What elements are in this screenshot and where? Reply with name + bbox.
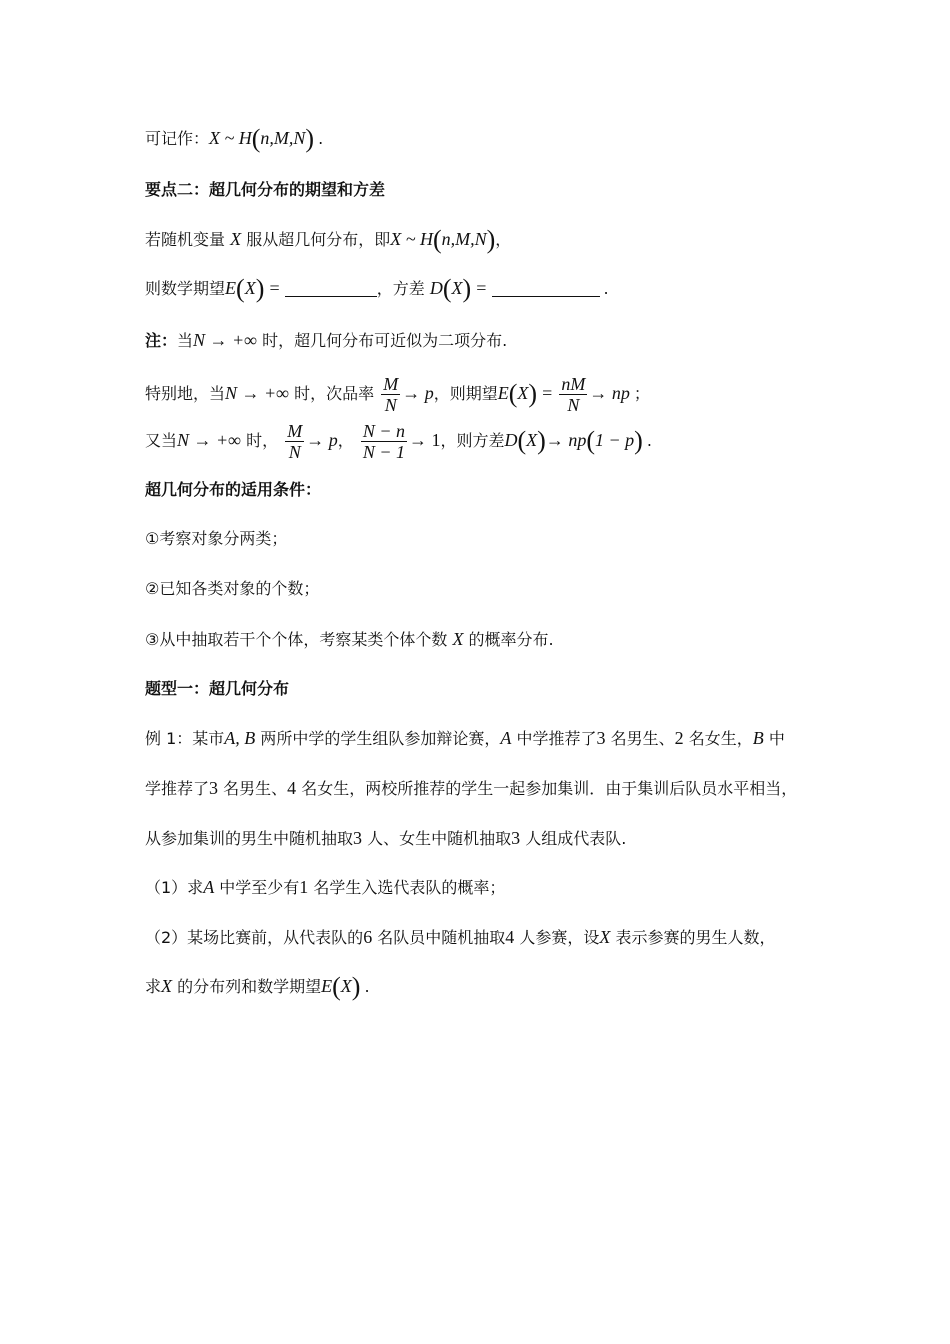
condition-item: ①考察对象分两类； [145, 529, 288, 548]
numerator: N − n [362, 421, 405, 441]
variance-blank[interactable] [492, 282, 600, 297]
math-expr: X [161, 976, 173, 996]
paren: ) [351, 972, 361, 1001]
example-line [145, 824, 626, 852]
math-expr: → np [545, 430, 587, 450]
math-expr: A [500, 728, 512, 748]
math-expr: N → +∞ [225, 383, 289, 403]
number: 1 [299, 877, 309, 897]
text: . [364, 977, 370, 996]
text: 名男生、 [610, 729, 675, 748]
expectation-blank[interactable] [285, 282, 377, 297]
text: 服从超几何分布，即 [246, 230, 391, 249]
text: 名女生，两校所推荐的学生一起参加集训．由于集训后队员水平相当， [301, 779, 798, 798]
denominator: N − 1 [362, 442, 405, 462]
text: ，则方差 [440, 431, 505, 450]
math-expr: → p [306, 430, 338, 450]
expectation-variance-line [145, 274, 609, 302]
text: . [318, 129, 324, 148]
math-expr: = [269, 278, 280, 298]
fraction [381, 374, 400, 415]
math-expr: X ~ H [390, 229, 433, 249]
text: 两所中学的学生组队参加辩论赛， [260, 729, 501, 748]
paren: ) [462, 274, 472, 303]
note-label: 注： [145, 331, 178, 350]
number: 2 [674, 728, 684, 748]
math-expr: X [452, 629, 464, 649]
text: （1）求 [145, 878, 204, 897]
text: 当 [177, 331, 194, 350]
example-line [145, 724, 785, 752]
text: （2）某场比赛前，从代表队的 [145, 928, 364, 947]
text: 中学推荐了 [516, 729, 597, 748]
math-expr: X [244, 278, 256, 298]
paren: ) [528, 379, 538, 408]
paren: ) [537, 426, 546, 455]
paren: ( [236, 274, 245, 303]
text: ，方差 [376, 279, 425, 298]
math-expr: A, B [224, 728, 256, 748]
question-1 [145, 873, 505, 901]
denominator: N [288, 442, 301, 462]
text: 时， [246, 431, 279, 450]
paren: ) [486, 225, 496, 254]
math-expr: X [517, 383, 529, 403]
text: ， [495, 230, 512, 249]
math-expr: X [340, 976, 352, 996]
text: ； [633, 384, 650, 403]
note-line [145, 326, 507, 354]
text: ，则期望 [433, 384, 498, 403]
number: 3 [209, 778, 219, 798]
text: . [603, 279, 609, 298]
numerator: M [287, 421, 303, 441]
variance-limit-line [145, 420, 652, 460]
text: 从参加集训的男生中随机抽取 [145, 829, 354, 848]
text: 学推荐了 [145, 779, 210, 798]
numerator: M [383, 374, 399, 394]
condition-item: ②已知各类对象的个数； [145, 579, 320, 598]
text: ③从中抽取若干个个体，考察某类个体个数 [145, 630, 448, 649]
number: 3 [353, 828, 363, 848]
math-expr: n,M,N [260, 128, 306, 148]
number: 4 [287, 778, 297, 798]
paren: ) [634, 426, 643, 455]
math-expr: N → +∞ [193, 330, 258, 350]
text: 的概率分布. [468, 630, 554, 649]
text: 名女生， [688, 729, 753, 748]
text: 表示参赛的男生人数， [615, 928, 776, 947]
numerator: nM [561, 374, 586, 394]
math-expr: X [599, 927, 611, 947]
text: 求 [145, 977, 162, 996]
math-expr: → 1 [408, 430, 441, 450]
math-expr: X ~ H [209, 128, 252, 148]
notation-line [145, 124, 323, 152]
text: . [646, 431, 652, 450]
paren: ( [508, 379, 518, 408]
example-line [145, 774, 797, 802]
paren: ( [442, 274, 452, 303]
paren: ( [251, 124, 261, 153]
text: 中 [768, 729, 785, 748]
text: 名队员中随机抽取 [377, 928, 506, 947]
text: ， [337, 431, 354, 450]
text: 时，超几何分布可近似为二项分布. [262, 331, 508, 350]
text: 则数学期望 [145, 279, 226, 298]
math-expr: 1 − p [595, 430, 635, 450]
condition-item [145, 625, 554, 653]
text: 名男生、 [223, 779, 288, 798]
fraction [361, 421, 407, 462]
math-expr: A [203, 877, 215, 897]
text: 中学至少有 [219, 878, 300, 897]
text: 人、女生中随机抽取 [367, 829, 512, 848]
paren: ( [432, 225, 442, 254]
paren: ( [332, 972, 341, 1001]
fraction [559, 374, 587, 415]
number: 4 [505, 927, 515, 947]
type-title: 题型一：超几何分布 [145, 679, 290, 698]
conditions-title: 超几何分布的适用条件： [145, 480, 322, 499]
text: 时，次品率 [294, 384, 375, 403]
math-expr: E [225, 278, 237, 298]
question-2-cont [145, 972, 370, 1000]
denominator: N [567, 395, 580, 415]
math-expr: N → +∞ [177, 430, 241, 450]
paren: ( [586, 426, 595, 455]
number: 6 [363, 927, 373, 947]
paren: ) [305, 124, 315, 153]
math-expr: → np [589, 383, 630, 403]
fraction [285, 421, 304, 462]
text: 特别地，当 [145, 384, 226, 403]
number: 3 [511, 828, 521, 848]
text: 若随机变量 [145, 230, 226, 249]
math-expr: X [230, 229, 242, 249]
math-expr: B [752, 728, 764, 748]
text: 名学生入选代表队的概率； [313, 878, 506, 897]
math-expr: → p [402, 383, 434, 403]
text: 人组成代表队. [525, 829, 627, 848]
question-2 [145, 923, 776, 951]
text: 例 1：某市 [145, 729, 225, 748]
text: 的分布列和数学期望 [177, 977, 322, 996]
math-expr: D [504, 430, 518, 450]
special-case-line [145, 374, 650, 415]
math-expr: E [321, 976, 333, 996]
denominator: N [384, 395, 397, 415]
number: 3 [596, 728, 606, 748]
section-title: 要点二：超几何分布的期望和方差 [145, 180, 386, 199]
math-expr: = [476, 278, 487, 298]
text: 人参赛，设 [519, 928, 600, 947]
math-expr: X [526, 430, 538, 450]
math-expr: D [429, 278, 443, 298]
math-expr: E [497, 383, 509, 403]
math-expr: X [451, 278, 463, 298]
definition-line [145, 225, 511, 253]
text: 可记作： [145, 129, 210, 148]
paren: ( [517, 426, 527, 455]
math-expr: = [542, 383, 553, 403]
text: 又当 [145, 431, 178, 450]
math-expr: n,M,N [441, 229, 487, 249]
paren: ) [255, 274, 265, 303]
